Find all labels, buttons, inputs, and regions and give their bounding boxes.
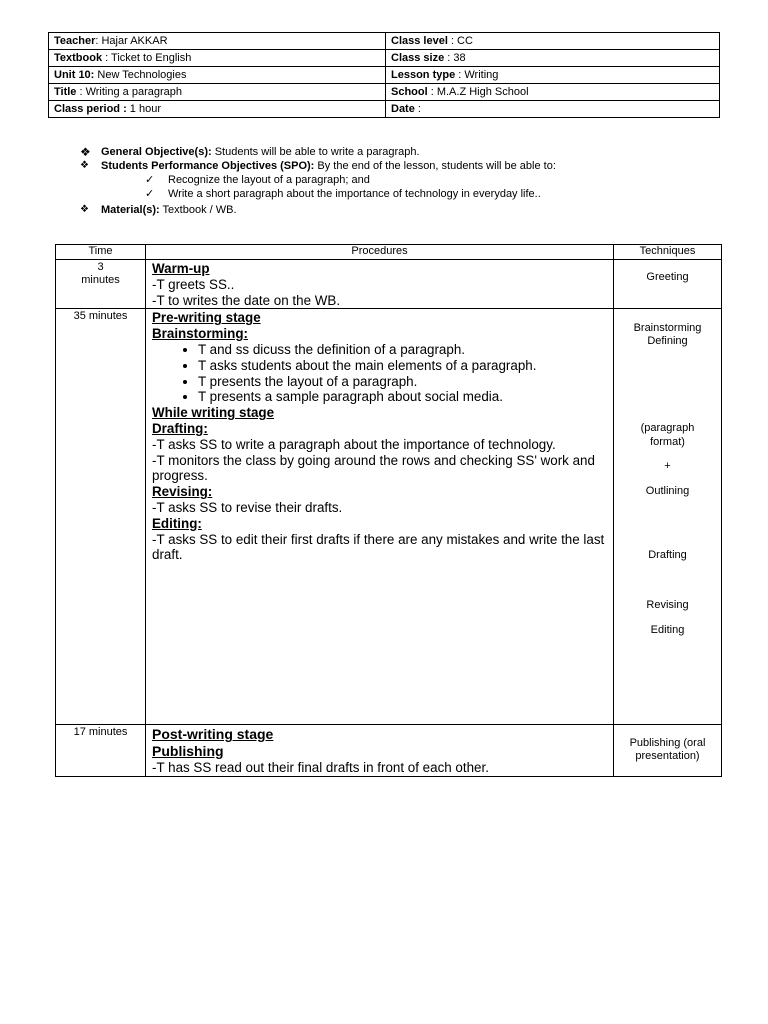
revising-title: Revising: bbox=[152, 484, 213, 500]
info-row bbox=[49, 84, 720, 101]
post-writing-title: Post-writing stage bbox=[152, 726, 274, 743]
warmup-row bbox=[56, 260, 722, 309]
info-row bbox=[49, 33, 720, 50]
post-procedure bbox=[146, 725, 614, 777]
procedures-table bbox=[55, 244, 722, 777]
general-objective: General Objective(s): Students will be able to write a paragraph. bbox=[101, 146, 420, 158]
main-techniques: Brainstorming Defining (paragraph format) + Outlining Drafting Revising Editing bbox=[614, 309, 722, 725]
diamond-bullet-icon: ❖ bbox=[80, 145, 91, 159]
warmup-procedure bbox=[146, 260, 614, 309]
warmup-line: -T to writes the date on the WB. bbox=[152, 292, 341, 308]
post-time: 17 minutes bbox=[56, 725, 146, 777]
list-item: • T asks students about the main elements of a paragraph. bbox=[198, 358, 609, 374]
class-period-cell: Class period : 1 hour bbox=[49, 101, 386, 118]
four-diamond-bullet-icon: ❖ bbox=[80, 204, 89, 215]
brainstorming-list bbox=[152, 342, 609, 405]
warmup-time: 3 minutes bbox=[56, 260, 146, 309]
info-row bbox=[49, 101, 720, 118]
lesson-type-cell: Lesson type : Writing bbox=[386, 67, 720, 84]
main-procedure bbox=[146, 309, 614, 725]
spo-item: Write a short paragraph about the importance of technology in everyday life.. bbox=[168, 188, 541, 200]
pre-writing-title: Pre-writing stage bbox=[152, 310, 261, 326]
checkmark-icon: ✓ bbox=[145, 188, 155, 200]
unit-cell: Unit 10: New Technologies bbox=[49, 67, 386, 84]
post-row bbox=[56, 725, 722, 777]
brainstorming-title: Brainstorming: bbox=[152, 326, 248, 342]
main-row bbox=[56, 309, 722, 725]
spo-objective: Students Performance Objectives (SPO): By the end of the lesson, students will be able to: bbox=[101, 160, 556, 172]
checkmark-icon: ✓ bbox=[145, 174, 155, 186]
info-row bbox=[49, 50, 720, 67]
date-cell: Date : bbox=[386, 101, 720, 118]
post-line: -T has SS read out their final drafts in front of each other. bbox=[152, 760, 489, 776]
lesson-info-table bbox=[48, 32, 720, 118]
list-item: • T and ss dicuss the definition of a paragraph. bbox=[198, 342, 609, 358]
revising-line: -T asks SS to revise their drafts. bbox=[152, 499, 343, 515]
class-size-cell: Class size : 38 bbox=[386, 50, 720, 67]
four-diamond-bullet-icon: ❖ bbox=[80, 160, 89, 171]
info-row bbox=[49, 67, 720, 84]
editing-line: -T asks SS to edit their first drafts if there are any mistakes and write the last draft. bbox=[152, 531, 605, 563]
drafting-line: -T asks SS to write a paragraph about the importance of technology. bbox=[152, 436, 556, 452]
drafting-line: -T monitors the class by going around the rows and checking SS' work and progress. bbox=[152, 452, 595, 484]
list-item: • T presents a sample paragraph about social media. bbox=[198, 389, 609, 405]
spo-item: Recognize the layout of a paragraph; and bbox=[168, 174, 370, 186]
school-cell: School : M.A.Z High School bbox=[386, 84, 720, 101]
drafting-title: Drafting: bbox=[152, 420, 208, 436]
warmup-technique: Greeting bbox=[614, 260, 722, 309]
post-technique: Publishing (oral presentation) bbox=[614, 725, 722, 777]
textbook-cell: Textbook : Ticket to English bbox=[49, 50, 386, 67]
teacher-cell: Teacher: Hajar AKKAR bbox=[49, 33, 386, 50]
warmup-line: -T greets SS.. bbox=[152, 276, 235, 292]
warmup-title: Warm-up bbox=[152, 261, 210, 276]
list-item: • T presents the layout of a paragraph. bbox=[198, 374, 609, 390]
publishing-title: Publishing bbox=[152, 743, 224, 760]
header-procedures: Procedures bbox=[146, 245, 614, 260]
title-cell: Title : Writing a paragraph bbox=[49, 84, 386, 101]
procedures-header-row bbox=[56, 245, 722, 260]
header-techniques: Techniques bbox=[614, 245, 722, 260]
header-time: Time bbox=[56, 245, 146, 260]
materials: Material(s): Textbook / WB. bbox=[101, 204, 237, 216]
while-writing-title: While writing stage bbox=[152, 405, 275, 421]
editing-title: Editing: bbox=[152, 515, 202, 531]
main-time: 35 minutes bbox=[56, 309, 146, 725]
class-level-cell: Class level : CC bbox=[386, 33, 720, 50]
